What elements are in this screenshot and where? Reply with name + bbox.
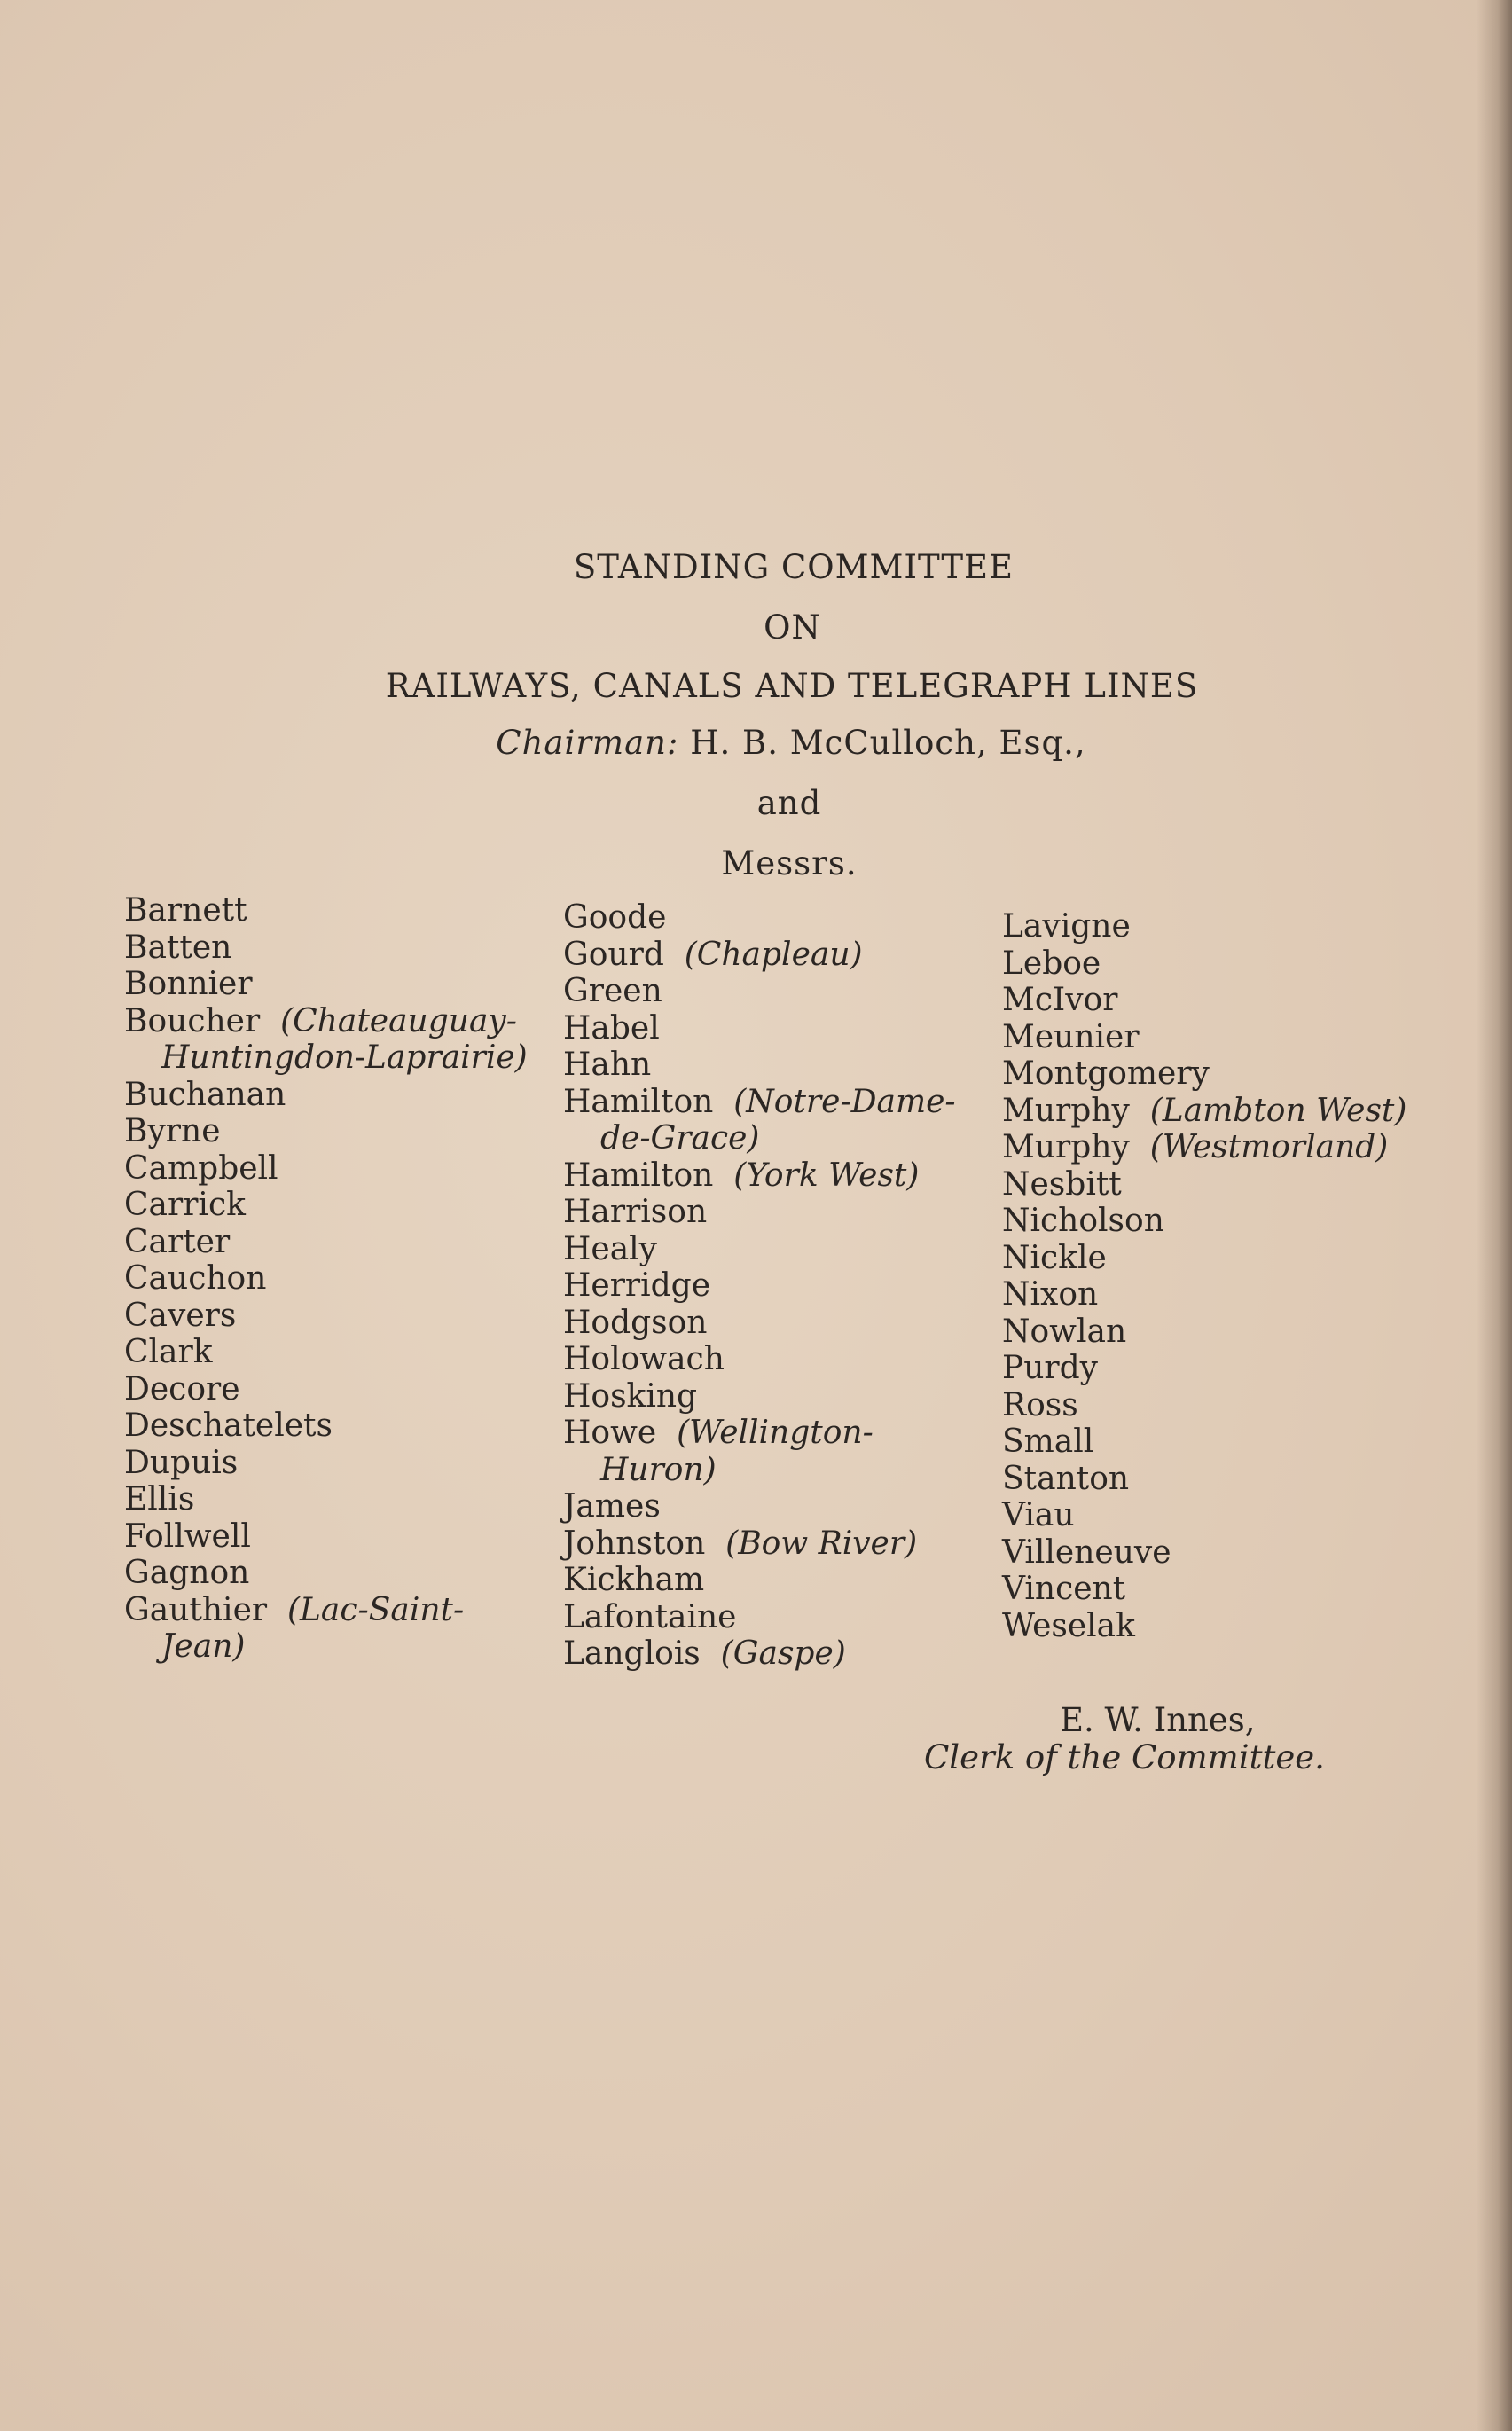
member-name: Leboe <box>1002 945 1101 982</box>
member-entry <box>1002 1240 1406 1277</box>
member-name: Small <box>1002 1423 1094 1460</box>
member-riding: (York West) <box>733 1157 920 1194</box>
member-name: Gourd <box>563 936 664 973</box>
member-name: Villeneuve <box>1002 1533 1171 1571</box>
member-entry <box>124 892 528 929</box>
members-column-2 <box>563 899 956 1673</box>
member-name: Weselak <box>1002 1607 1135 1644</box>
member-name: Gauthier <box>124 1591 268 1628</box>
members-column-1 <box>124 892 528 1666</box>
member-name: Holowach <box>563 1341 725 1377</box>
page-edge-shadow <box>1477 0 1512 2431</box>
member-name: Nowlan <box>1002 1313 1127 1350</box>
member-name: Healy <box>563 1230 658 1267</box>
member-entry <box>563 973 956 1010</box>
chairman-label: Chairman: <box>496 724 679 762</box>
member-name: Buchanan <box>124 1076 286 1113</box>
member-entry <box>124 1298 528 1335</box>
member-name: Harrison <box>563 1194 708 1230</box>
member-name: Viau <box>1002 1497 1075 1533</box>
member-entry <box>124 1113 528 1150</box>
member-name: Lafontaine <box>563 1598 737 1635</box>
member-name: Barnett <box>124 892 247 929</box>
member-entry <box>563 1010 956 1047</box>
member-entry <box>124 1592 528 1629</box>
member-entry <box>563 937 956 974</box>
committee-title-on: ON <box>764 608 821 647</box>
member-entry <box>563 1194 956 1231</box>
member-name: Kickham <box>563 1562 705 1598</box>
member-riding: (Chateauguay- <box>280 1002 517 1039</box>
member-name: Hosking <box>563 1377 698 1415</box>
member-entry <box>1002 1608 1406 1645</box>
member-entry <box>124 1555 528 1592</box>
member-riding: (Gaspe) <box>720 1635 846 1672</box>
member-riding: (Lac-Saint- <box>286 1591 465 1628</box>
member-entry <box>124 1445 528 1482</box>
member-entry <box>124 1187 528 1224</box>
member-entry <box>563 1231 956 1268</box>
member-entry <box>1002 1276 1406 1314</box>
chairman-name: H. B. McCulloch, Esq., <box>690 724 1086 762</box>
member-name: Ross <box>1002 1386 1078 1423</box>
member-entry <box>124 1371 528 1408</box>
committee-title: STANDING COMMITTEE <box>573 548 1015 586</box>
member-entry <box>563 1562 956 1599</box>
member-entry <box>563 1084 956 1121</box>
member-riding: (Wellington- <box>677 1415 874 1451</box>
member-name: Hamilton <box>563 1157 714 1194</box>
member-riding-continued: de-Grace) <box>600 1120 760 1157</box>
member-name: Johnston <box>563 1525 706 1562</box>
member-entry <box>124 1481 528 1518</box>
member-name: Lavigne <box>1002 908 1131 945</box>
member-entry <box>563 1635 956 1673</box>
member-entry <box>1002 982 1406 1019</box>
member-name: Decore <box>124 1370 240 1408</box>
committee-subject: RAILWAYS, CANALS AND TELEGRAPH LINES <box>385 667 1199 705</box>
member-name: Langlois <box>563 1635 701 1672</box>
member-name: Byrne <box>124 1113 221 1149</box>
member-entry <box>563 1525 956 1563</box>
member-name: Green <box>563 973 662 1009</box>
member-entry <box>563 1599 956 1636</box>
member-entry <box>124 1334 528 1371</box>
member-name: Dupuis <box>124 1444 239 1481</box>
member-riding-continued: Jean) <box>161 1628 246 1665</box>
member-entry <box>563 1488 956 1525</box>
member-entry <box>1002 1019 1406 1056</box>
member-entry <box>124 1408 528 1445</box>
member-name: Nickle <box>1002 1239 1107 1276</box>
member-entry <box>1002 1055 1406 1093</box>
member-entry <box>124 1150 528 1188</box>
member-entry <box>124 1003 528 1040</box>
member-name: Hamilton <box>563 1083 714 1120</box>
member-name: James <box>563 1488 661 1525</box>
member-name: Hahn <box>563 1047 652 1083</box>
member-entry <box>1002 1534 1406 1572</box>
messrs-line: Messrs. <box>721 844 858 882</box>
member-riding: (Westmorland) <box>1149 1129 1389 1165</box>
member-name: Nesbitt <box>1002 1165 1122 1203</box>
member-entry <box>1002 945 1406 983</box>
member-name: Nixon <box>1002 1276 1099 1313</box>
member-entry <box>563 1157 956 1195</box>
member-name: Montgomery <box>1002 1055 1210 1092</box>
member-entry <box>1002 1497 1406 1534</box>
member-entry <box>124 1260 528 1298</box>
member-name: Deschatelets <box>124 1408 333 1444</box>
member-entry <box>1002 1203 1406 1240</box>
member-name: Herridge <box>563 1267 711 1304</box>
member-riding: (Notre-Dame- <box>733 1083 956 1120</box>
member-name: Stanton <box>1002 1460 1130 1497</box>
member-name: Carter <box>124 1223 231 1260</box>
member-name: Murphy <box>1002 1129 1130 1165</box>
member-entry <box>124 966 528 1003</box>
member-riding-continued: Huron) <box>600 1451 717 1488</box>
member-entry <box>563 1047 956 1084</box>
member-name: Purdy <box>1002 1350 1098 1386</box>
member-name: Habel <box>563 1009 660 1047</box>
member-name: Batten <box>124 929 232 966</box>
member-name: Cauchon <box>124 1260 267 1297</box>
member-entry <box>1002 908 1406 945</box>
chairman-line <box>0 724 1512 762</box>
member-entry <box>563 899 956 937</box>
member-name: Bonnier <box>124 966 253 1002</box>
member-name: Carrick <box>124 1187 246 1223</box>
member-entry <box>124 929 528 967</box>
member-riding: (Chapleau) <box>684 936 863 973</box>
member-entry <box>1002 1423 1406 1461</box>
member-entry <box>124 1224 528 1261</box>
member-name: Follwell <box>124 1517 251 1555</box>
member-entry <box>1002 1093 1406 1130</box>
member-entry <box>1002 1314 1406 1351</box>
member-riding: (Bow River) <box>725 1525 918 1562</box>
member-name: Boucher <box>124 1002 261 1039</box>
member-entry <box>563 1415 956 1452</box>
member-name: McIvor <box>1002 982 1118 1018</box>
member-name: Cavers <box>124 1297 237 1334</box>
member-entry <box>1002 1571 1406 1608</box>
clerk-name: E. W. Innes, <box>1060 1701 1256 1739</box>
member-name: Ellis <box>124 1481 195 1517</box>
member-entry <box>1002 1129 1406 1166</box>
clerk-title: Clerk of the Committee. <box>924 1738 1325 1776</box>
member-riding-continued: Huntingdon-Laprairie) <box>161 1039 528 1076</box>
members-column-3 <box>1002 908 1406 1644</box>
member-name: Howe <box>563 1415 657 1451</box>
member-entry <box>563 1305 956 1342</box>
member-entry <box>1002 1166 1406 1204</box>
member-name: Gagnon <box>124 1555 250 1591</box>
member-entry <box>563 1267 956 1305</box>
member-name: Meunier <box>1002 1018 1140 1055</box>
member-entry <box>563 1341 956 1378</box>
member-entry <box>563 1378 956 1415</box>
member-entry <box>124 1518 528 1556</box>
member-name: Campbell <box>124 1149 278 1187</box>
and-line: and <box>756 784 822 822</box>
member-entry <box>1002 1387 1406 1424</box>
member-name: Goode <box>563 899 667 936</box>
member-name: Vincent <box>1002 1571 1126 1607</box>
member-riding: (Lambton West) <box>1149 1092 1407 1129</box>
member-entry <box>1002 1461 1406 1498</box>
member-name: Nicholson <box>1002 1203 1164 1239</box>
member-entry <box>124 1077 528 1114</box>
member-entry <box>1002 1350 1406 1387</box>
member-name: Murphy <box>1002 1092 1130 1129</box>
member-name: Clark <box>124 1334 213 1370</box>
member-name: Hodgson <box>563 1304 708 1341</box>
